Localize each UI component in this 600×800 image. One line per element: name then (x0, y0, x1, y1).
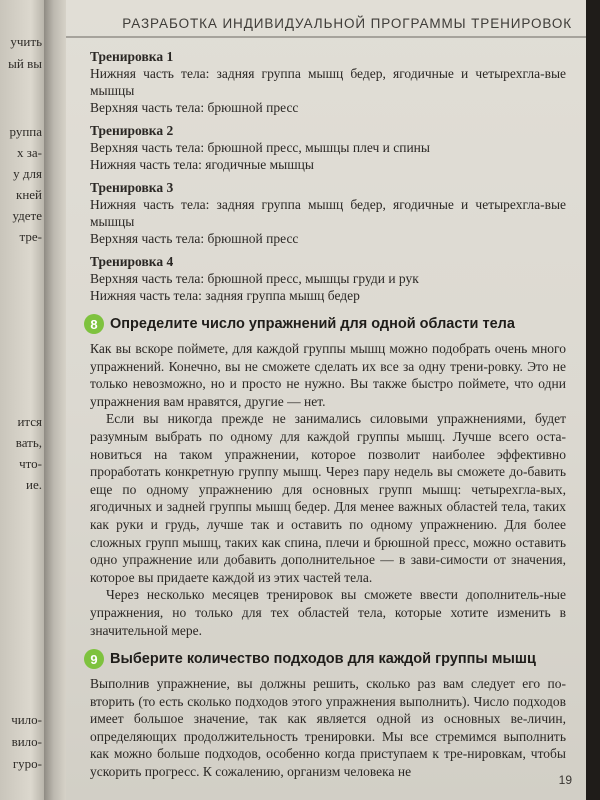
workout-block (90, 179, 566, 247)
section-number-badge: 8 (84, 314, 104, 334)
left-page-fragment: х за- (17, 145, 42, 160)
left-page-fragment: удете (12, 208, 42, 223)
workout-line: Нижняя часть тела: задняя группа мышц бедер, ягодичные и четырехгла-вые мышцы (90, 197, 566, 229)
workout-title: Тренировка 2 (90, 123, 174, 138)
page-content (90, 48, 566, 781)
book-page (66, 0, 586, 800)
section-8-paragraph: Через несколько месяцев тренировок вы сможете ввести дополнитель-ные упражнения, но только для тех областей тела, которые хотите изменить в значительной мере. (90, 587, 566, 638)
workout-line: Верхняя часть тела: брюшной пресс (90, 231, 299, 246)
section-8-title: Определите число упражнений для одной области тела (110, 316, 515, 332)
workout-line: Верхняя часть тела: брюшной пресс, мышцы плеч и спины (90, 140, 430, 155)
workout-title: Тренировка 3 (90, 180, 174, 195)
left-page-fragment: гуро- (12, 756, 42, 771)
left-page-fragment: вило- (11, 734, 42, 749)
workout-line: Нижняя часть тела: ягодичные мышцы (90, 157, 314, 172)
left-page-fragment: учить (10, 34, 42, 49)
section-9-heading (84, 649, 566, 669)
workout-title: Тренировка 4 (90, 254, 174, 269)
left-page-fragment: тре- (19, 229, 42, 244)
section-8-paragraph: Если вы никогда прежде не занимались силовыми упражнениями, будет разумным выбрать по одному для каждой группы мышц. Лучше всего оста-новиться на таком упражнении, которое позволит наиболее эффективно проработать конкретную группу мышц. Через пару недель вы сможете до-бавить еще по одному упражнению для основных групп мышц: четырехгла-вых, ягодичных и задней группы мышц бедер. Для менее важных областей тела, таких как руки и грудь, лучше так и оставить по одному упражнению. Для более сложных групп мышц, таких как спина, плечи и брюшной пресс, можно оставить одно упражнение или добавить дополнительное — в зави-симости от значения, которое вы придаете каждой из этих частей тела. (90, 411, 566, 585)
workout-block (90, 48, 566, 116)
page-number: 19 (558, 773, 572, 787)
workout-line: Нижняя часть тела: задняя группа мышц бедер (90, 288, 360, 303)
section-number-badge: 9 (84, 649, 104, 669)
left-page-fragment: что- (19, 456, 42, 471)
book-gutter (44, 0, 66, 800)
left-page-fragment: ый вы (8, 56, 42, 71)
left-page-fragment: ие. (26, 477, 42, 492)
workout-line: Верхняя часть тела: брюшной пресс, мышцы груди и рук (90, 271, 419, 286)
running-header-title: РАЗРАБОТКА ИНДИВИДУАЛЬНОЙ ПРОГРАММЫ ТРЕНИРОВОК (122, 15, 572, 31)
left-page-fragment: чило- (11, 712, 42, 727)
right-background-edge (586, 0, 600, 800)
section-8-heading (84, 314, 566, 334)
section-9-title: Выберите количество подходов для каждой группы мышц (110, 651, 536, 668)
section-8-paragraph: Как вы вскоре поймете, для каждой группы мышц можно подобрать очень много упражнений. Конечно, вы не сможете сделать их все за одну трени-ровку. Это не только невозможно, но и просто не нужно. Вы также быстро поймете, что одни упражнения вам нравятся, другие — нет. (90, 341, 566, 409)
workout-line: Верхняя часть тела: брюшной пресс (90, 100, 299, 115)
workout-line: Нижняя часть тела: задняя группа мышц бедер, ягодичные и четырехгла-вые мышцы (90, 66, 566, 98)
running-header (66, 10, 586, 38)
workout-title: Тренировка 1 (90, 49, 174, 64)
workout-block (90, 253, 566, 304)
left-page-fragment: руппа (9, 124, 42, 139)
left-page-fragment: вать, (15, 435, 42, 450)
left-page-edge (0, 0, 44, 800)
left-page-fragment: кней (16, 187, 42, 202)
workout-block (90, 122, 566, 173)
left-page-fragment: у для (13, 166, 42, 181)
section-9-paragraph: Выполнив упражнение, вы должны решить, сколько раз вам следует его по-вторить (то есть сколько подходов этого упражнения выполнить). Число подходов имеет большое значение, так как является одной из основных ве-личин, определяющих продолжительность тренировки. Мы все стремимся выполнить как можно больше подходов, особенно когда приступаем к тре-нировкам, чтобы ускорить прогресс. К сожалению, организм человека не (90, 676, 566, 780)
left-page-fragment: ится (17, 414, 42, 429)
